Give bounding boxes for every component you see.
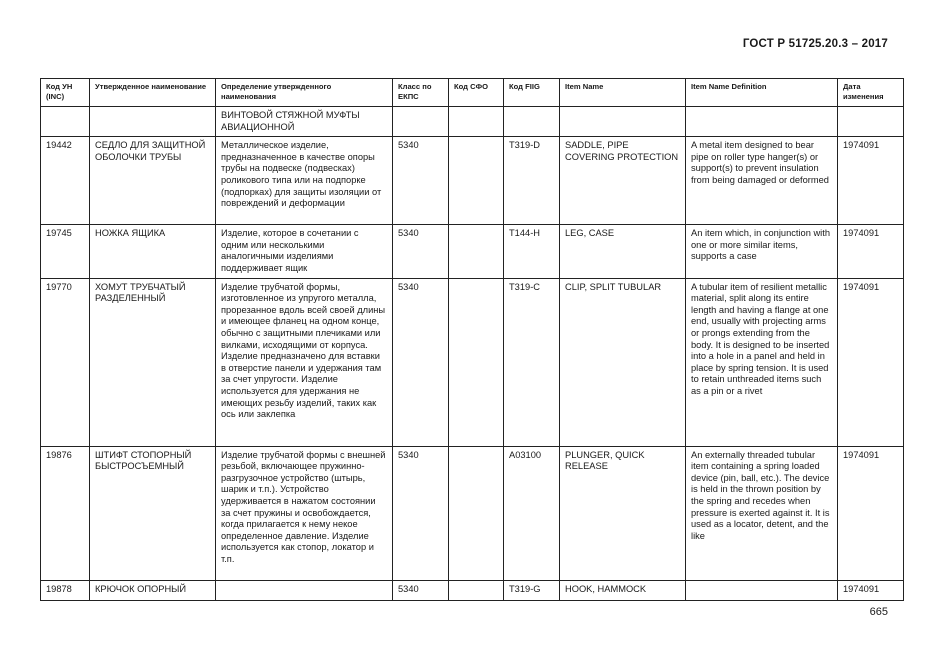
cell-name-ru [90, 107, 216, 137]
cell-inc: 19442 [41, 137, 90, 225]
table-row-continuation [41, 107, 904, 137]
cell-item-def [686, 107, 838, 137]
col-header-fiig: Код FIIG [504, 79, 560, 107]
cell-class: 5340 [393, 225, 449, 278]
cell-sfo [449, 225, 504, 278]
cell-date: 1974091 [838, 137, 904, 225]
cell-item-def: An externally threaded tubular item containing a spring loaded device (pin, ball, etc.). The device is held in the thrown position by the spring and recedes when pressure is exerted against it. It is used as a locator, detent, and the like [686, 446, 838, 580]
cell-definition-ru: Изделие трубчатой формы с внешней резьбой, включающее пружинно-разгрузочное устройство (штырь, шарик и т.п.). Устройство удерживается в нажатом состоянии за счет пружины и освобождается, когда прилагается к нему некое определенное давление. Изделие используется как стопор, локатор и т.п. [216, 446, 393, 580]
table-row [41, 225, 904, 278]
cell-name-ru: ШТИФТ СТОПОРНЫЙ БЫСТРОСЪЕМНЫЙ [90, 446, 216, 580]
cell-name-ru: КРЮЧОК ОПОРНЫЙ [90, 580, 216, 600]
cell-item-name: LEG, CASE [560, 225, 686, 278]
col-header-item-name: Item Name [560, 79, 686, 107]
classification-table [40, 78, 904, 601]
cell-sfo [449, 278, 504, 446]
col-header-name-ru: Утвержденное наименование [90, 79, 216, 107]
table-row [41, 580, 904, 600]
cell-class: 5340 [393, 137, 449, 225]
table-row [41, 446, 904, 580]
cell-item-def: An item which, in conjunction with one or more similar items, supports a case [686, 225, 838, 278]
cell-item-def [686, 580, 838, 600]
cell-sfo [449, 580, 504, 600]
cell-inc: 19770 [41, 278, 90, 446]
cell-item-name: PLUNGER, QUICK RELEASE [560, 446, 686, 580]
cell-class: 5340 [393, 580, 449, 600]
cell-name-ru: ХОМУТ ТРУБЧАТЫЙ РАЗДЕЛЕННЫЙ [90, 278, 216, 446]
table-header-row [41, 79, 904, 107]
cell-date: 1974091 [838, 446, 904, 580]
cell-fiig [504, 107, 560, 137]
table-row [41, 137, 904, 225]
cell-name-ru: НОЖКА ЯЩИКА [90, 225, 216, 278]
cell-sfo [449, 107, 504, 137]
page-number: 665 [869, 606, 888, 618]
cell-fiig: A03100 [504, 446, 560, 580]
cell-item-name: SADDLE, PIPE COVERING PROTECTION [560, 137, 686, 225]
cell-fiig: T319-D [504, 137, 560, 225]
col-header-definition-ru: Определение утвержденного наименования [216, 79, 393, 107]
col-header-class: Класс по ЕКПС [393, 79, 449, 107]
cell-name-ru: СЕДЛО ДЛЯ ЗАЩИТНОЙ ОБОЛОЧКИ ТРУБЫ [90, 137, 216, 225]
col-header-item-def: Item Name Definition [686, 79, 838, 107]
cell-date [838, 107, 904, 137]
standard-designation: ГОСТ Р 51725.20.3 – 2017 [742, 38, 888, 50]
cell-item-name: HOOK, HAMMOCK [560, 580, 686, 600]
cell-class: 5340 [393, 446, 449, 580]
cell-sfo [449, 446, 504, 580]
cell-inc [41, 107, 90, 137]
cell-sfo [449, 137, 504, 225]
cell-inc: 19878 [41, 580, 90, 600]
cell-definition-ru [216, 580, 393, 600]
cell-item-name [560, 107, 686, 137]
cell-item-def: A tubular item of resilient metallic material, split along its entire length and having a flange at one end, usually with projecting arms or prongs extending from the body. It is designed to be inserted into a hole in a panel and held in place by spring tension. It is used to retain unthreaded items such as a pin or a rivet [686, 278, 838, 446]
cell-date: 1974091 [838, 225, 904, 278]
cell-definition-ru: Изделие трубчатой формы, изготовленное из упругого металла, прорезанное вдоль всей своей длины и имеющее фланец на одном конце, обычно с защитными плечиками или вилками, исходящими от корпуса. Изделие предназначено для вставки в отверстие панели и удержания там за счет упругости. Изделие используется для удержания не имеющих резьбу изделий, таких как ось или заклепка [216, 278, 393, 446]
cell-definition-ru: Изделие, которое в сочетании с одним или несколькими аналогичными изделиями поддерживает ящик [216, 225, 393, 278]
cell-definition-ru: ВИНТОВОЙ СТЯЖНОЙ МУФТЫ АВИАЦИОННОЙ [216, 107, 393, 137]
cell-class: 5340 [393, 278, 449, 446]
col-header-date: Дата изменения [838, 79, 904, 107]
cell-fiig: T319-C [504, 278, 560, 446]
cell-definition-ru: Металлическое изделие, предназначенное в качестве опоры трубы на подвеске (подвесках) роликового типа или на подпорке (подпорках) для защиты изоляции от повреждений и деформации [216, 137, 393, 225]
cell-inc: 19876 [41, 446, 90, 580]
table-row [41, 278, 904, 446]
cell-inc: 19745 [41, 225, 90, 278]
cell-fiig: T319-G [504, 580, 560, 600]
cell-item-def: A metal item designed to bear pipe on roller type hanger(s) or support(s) to prevent insulation from being damaged or deformed [686, 137, 838, 225]
cell-date: 1974091 [838, 580, 904, 600]
col-header-sfo: Код СФО [449, 79, 504, 107]
cell-item-name: CLIP, SPLIT TUBULAR [560, 278, 686, 446]
cell-fiig: T144-H [504, 225, 560, 278]
cell-class [393, 107, 449, 137]
cell-date: 1974091 [838, 278, 904, 446]
col-header-inc: Код УН (INC) [41, 79, 90, 107]
